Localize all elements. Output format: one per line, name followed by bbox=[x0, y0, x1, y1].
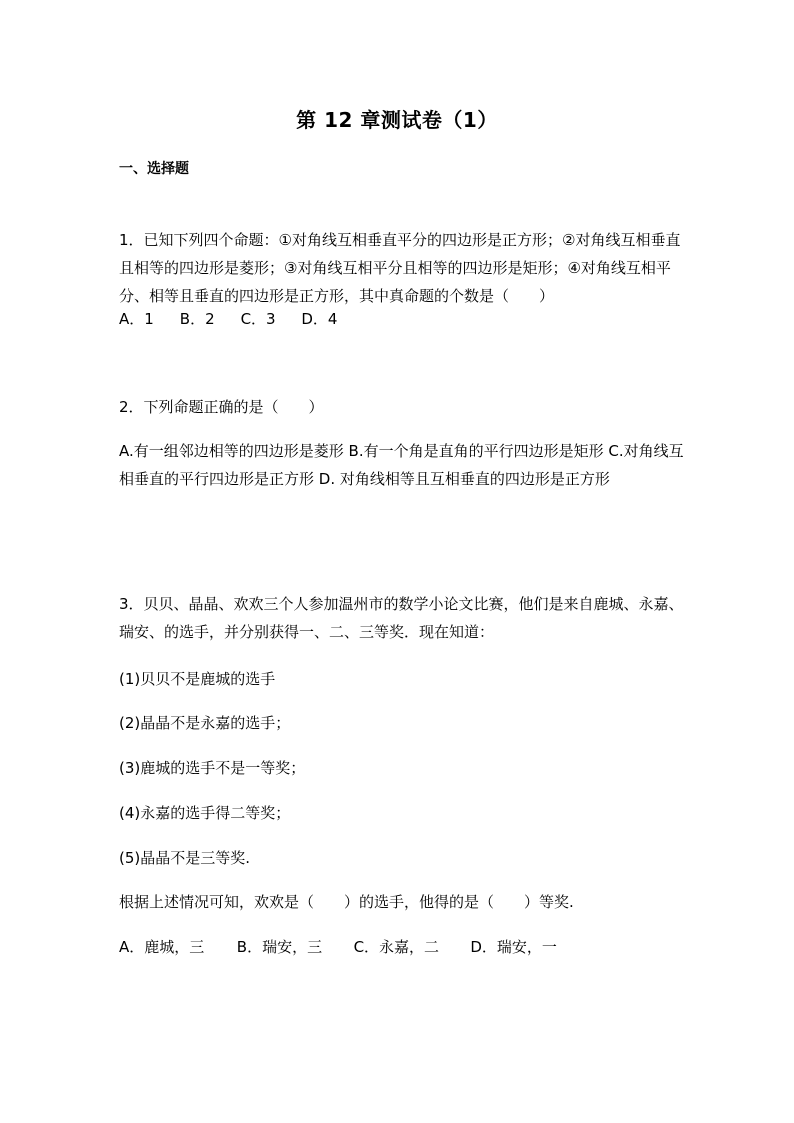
question-1-options bbox=[119, 305, 337, 333]
option-d: D．瑞安，一 bbox=[470, 938, 557, 956]
condition-5: (5)晶晶不是三等奖. bbox=[119, 849, 251, 867]
question-1-text: 1．已知下列四个命题：①对角线互相垂直平分的四边形是正方形；②对角线互相垂直且相等的四边形是菱形；③对角线互相平分且相等的四边形是矩形；④对角线互相平分、相等且垂直的四边形是正方形，其中真命题的个数是（ ） bbox=[119, 231, 681, 305]
question-3-text: 3．贝贝、晶晶、欢欢三个人参加温州市的数学小论文比赛，他们是来自鹿城、永嘉、瑞安、的选手，并分别获得一、二、三等奖．现在知道： bbox=[119, 595, 684, 641]
option-b: B．2 bbox=[179, 310, 215, 328]
option-a: A．1 bbox=[119, 310, 154, 328]
condition-3: (3)鹿城的选手不是一等奖； bbox=[119, 759, 306, 777]
page-title: 第 12 章测试卷（1） bbox=[296, 108, 498, 132]
question-2-text: 2．下列命题正确的是（ ） bbox=[119, 398, 324, 416]
option-a: A．鹿城，三 bbox=[119, 938, 205, 956]
option-c: C．永嘉，二 bbox=[353, 938, 440, 956]
option-c: C．3 bbox=[240, 310, 276, 328]
condition-4: (4)永嘉的选手得二等奖； bbox=[119, 804, 291, 822]
condition-1: (1)贝贝不是鹿城的选手 bbox=[119, 670, 276, 688]
option-d: D．4 bbox=[301, 310, 338, 328]
condition-2: (2)晶晶不是永嘉的选手； bbox=[119, 714, 291, 732]
section-heading: 一、选择题 bbox=[119, 161, 189, 177]
question-3-prompt: 根据上述情况可知，欢欢是（ ）的选手，他得的是（ ）等奖. bbox=[119, 893, 574, 911]
question-3-options bbox=[119, 933, 557, 961]
option-b: B．瑞安，三 bbox=[236, 938, 323, 956]
question-2-options: A.有一组邻边相等的四边形是菱形 B.有一个角是直角的平行四边形是矩形 C.对角线互相垂直的平行四边形是正方形 D. 对角线相等且互相垂直的四边形是正方形 bbox=[119, 442, 684, 488]
